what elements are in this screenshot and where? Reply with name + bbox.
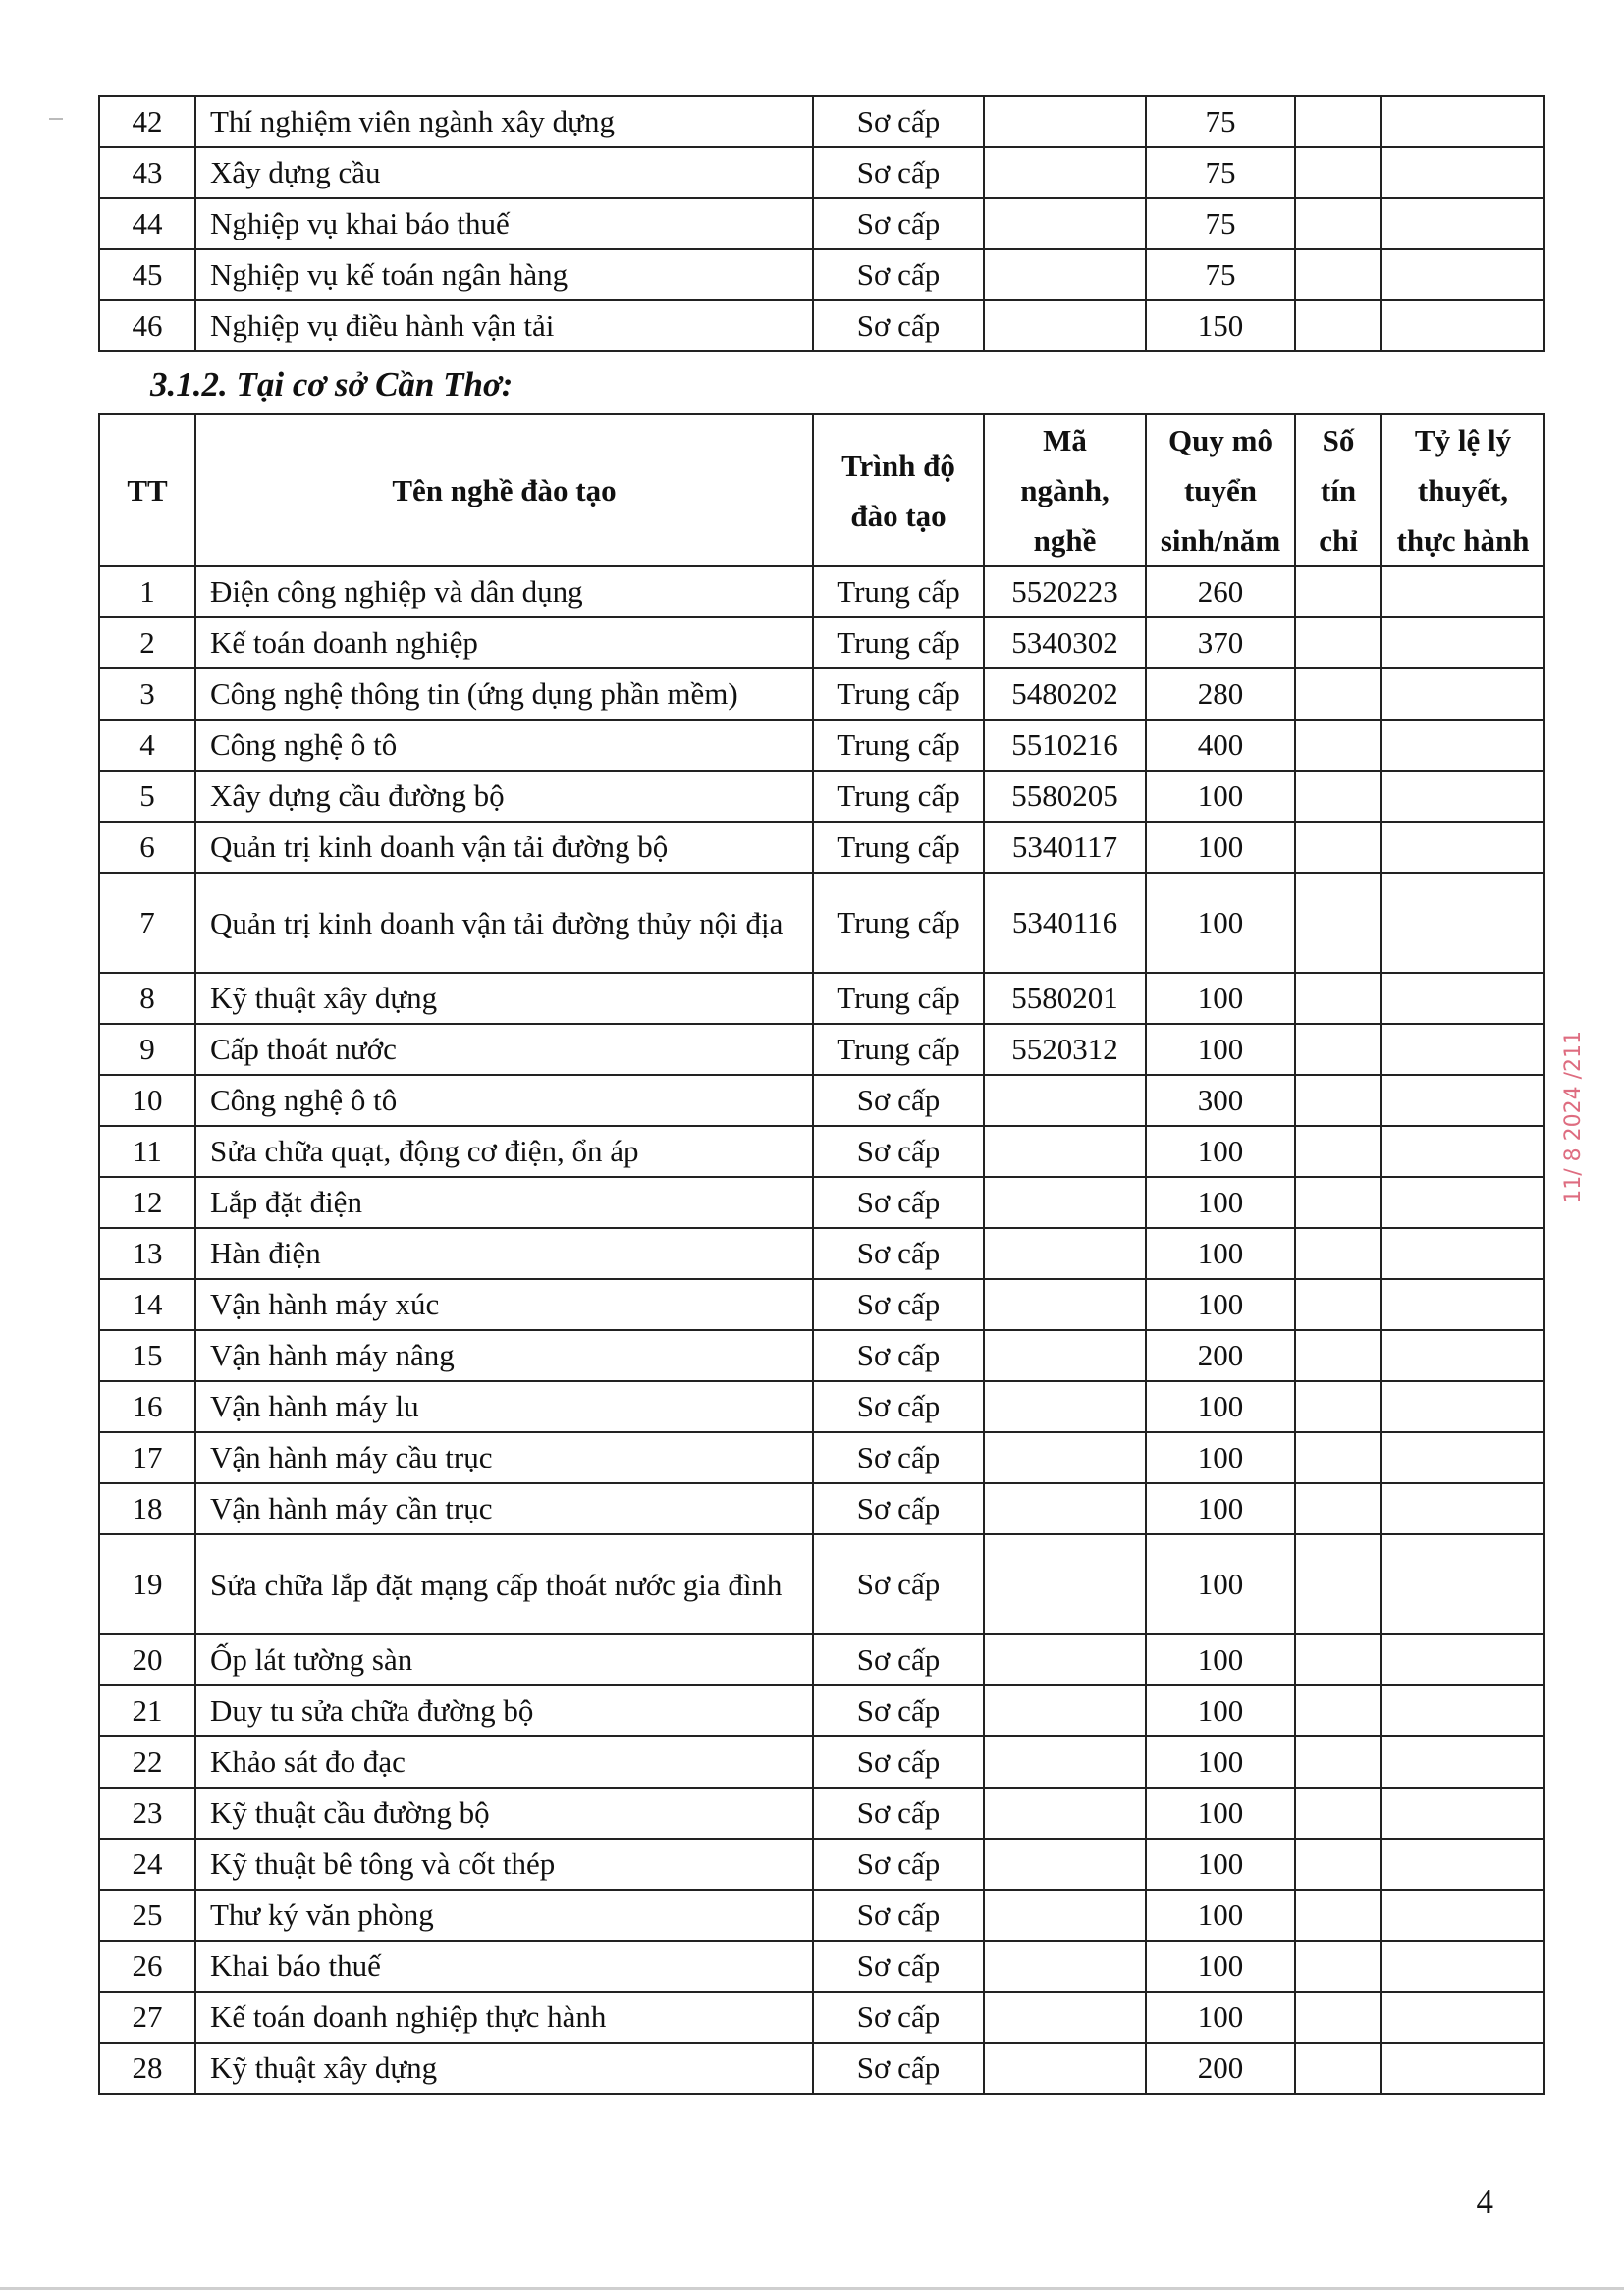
cell-ratio	[1381, 198, 1544, 249]
cell-tt: 17	[99, 1432, 195, 1483]
cell-code	[984, 1941, 1146, 1992]
cell-ratio	[1381, 1839, 1544, 1890]
table-row	[99, 300, 1544, 351]
cell-level: Sơ cấp	[813, 198, 984, 249]
header-credits: Số tín chỉ	[1295, 414, 1381, 566]
cell-quota: 100	[1146, 1534, 1295, 1634]
cell-code: 5510216	[984, 720, 1146, 771]
cell-code: 5480202	[984, 668, 1146, 720]
cell-tt: 12	[99, 1177, 195, 1228]
table-row	[99, 1126, 1544, 1177]
cell-level: Sơ cấp	[813, 1634, 984, 1685]
cell-code	[984, 1381, 1146, 1432]
cell-quota: 100	[1146, 1381, 1295, 1432]
cell-ratio	[1381, 668, 1544, 720]
cell-level: Sơ cấp	[813, 1330, 984, 1381]
cell-tt: 1	[99, 566, 195, 617]
cell-credits	[1295, 1992, 1381, 2043]
cell-quota: 100	[1146, 1279, 1295, 1330]
header-quota: Quy mô tuyển sinh/năm	[1146, 414, 1295, 566]
cell-credits	[1295, 822, 1381, 873]
cell-name: Kế toán doanh nghiệp	[195, 617, 813, 668]
cell-quota: 100	[1146, 1228, 1295, 1279]
cell-name: Vận hành máy nâng	[195, 1330, 813, 1381]
cell-tt: 10	[99, 1075, 195, 1126]
table-row	[99, 1634, 1544, 1685]
cell-code	[984, 1534, 1146, 1634]
cell-ratio	[1381, 1992, 1544, 2043]
cell-level: Trung cấp	[813, 617, 984, 668]
cell-tt: 4	[99, 720, 195, 771]
cell-name: Kỹ thuật xây dựng	[195, 973, 813, 1024]
cell-name: Vận hành máy xúc	[195, 1279, 813, 1330]
cell-code	[984, 249, 1146, 300]
cell-level: Sơ cấp	[813, 1534, 984, 1634]
cell-level: Sơ cấp	[813, 1736, 984, 1788]
cell-code	[984, 1634, 1146, 1685]
cell-quota: 100	[1146, 1432, 1295, 1483]
cell-name: Xây dựng cầu đường bộ	[195, 771, 813, 822]
can-tho-programs-table	[98, 413, 1545, 2095]
cell-code: 5340302	[984, 617, 1146, 668]
cell-level: Trung cấp	[813, 873, 984, 973]
cell-quota: 150	[1146, 300, 1295, 351]
cell-name: Khai báo thuế	[195, 1941, 813, 1992]
cell-name: Kỹ thuật bê tông và cốt thép	[195, 1839, 813, 1890]
cell-credits	[1295, 1381, 1381, 1432]
table-row	[99, 1839, 1544, 1890]
margin-stamp	[1559, 1031, 1589, 1335]
table-row	[99, 1890, 1544, 1941]
cell-ratio	[1381, 771, 1544, 822]
cell-tt: 24	[99, 1839, 195, 1890]
cell-name: Hàn điện	[195, 1228, 813, 1279]
cell-code	[984, 2043, 1146, 2094]
cell-quota: 100	[1146, 1126, 1295, 1177]
cell-quota: 200	[1146, 2043, 1295, 2094]
cell-credits	[1295, 1534, 1381, 1634]
cell-level: Trung cấp	[813, 566, 984, 617]
cell-ratio	[1381, 1634, 1544, 1685]
cell-name: Vận hành máy lu	[195, 1381, 813, 1432]
cell-name: Quản trị kinh doanh vận tải đường bộ	[195, 822, 813, 873]
cell-level: Sơ cấp	[813, 1177, 984, 1228]
margin-stamp-text: 11/ 8 2024 /211	[1561, 1031, 1586, 1203]
cell-credits	[1295, 720, 1381, 771]
cell-code	[984, 1483, 1146, 1534]
cell-ratio	[1381, 147, 1544, 198]
cell-ratio	[1381, 617, 1544, 668]
cell-tt: 11	[99, 1126, 195, 1177]
cell-credits	[1295, 1330, 1381, 1381]
cell-code	[984, 1736, 1146, 1788]
cell-tt: 7	[99, 873, 195, 973]
cell-level: Sơ cấp	[813, 1890, 984, 1941]
cell-ratio	[1381, 1432, 1544, 1483]
cell-credits	[1295, 1126, 1381, 1177]
cell-quota: 75	[1146, 198, 1295, 249]
cell-tt: 26	[99, 1941, 195, 1992]
cell-name: Điện công nghiệp và dân dụng	[195, 566, 813, 617]
cell-tt: 9	[99, 1024, 195, 1075]
cell-ratio	[1381, 1788, 1544, 1839]
table-row	[99, 1381, 1544, 1432]
cell-tt: 27	[99, 1992, 195, 2043]
cell-credits	[1295, 617, 1381, 668]
cell-credits	[1295, 1075, 1381, 1126]
cell-tt: 19	[99, 1534, 195, 1634]
cell-level: Sơ cấp	[813, 1483, 984, 1534]
table-row	[99, 1736, 1544, 1788]
continued-table-body	[99, 96, 1544, 351]
cell-code: 5340116	[984, 873, 1146, 973]
header-row	[99, 414, 1544, 566]
table-row	[99, 1075, 1544, 1126]
cell-ratio	[1381, 1381, 1544, 1432]
table-row	[99, 1992, 1544, 2043]
cell-name: Sửa chữa quạt, động cơ điện, ổn áp	[195, 1126, 813, 1177]
cell-quota: 280	[1146, 668, 1295, 720]
cell-quota: 75	[1146, 96, 1295, 147]
continued-table	[98, 95, 1545, 352]
cell-ratio	[1381, 1279, 1544, 1330]
cell-name: Duy tu sửa chữa đường bộ	[195, 1685, 813, 1736]
cell-level: Sơ cấp	[813, 1685, 984, 1736]
cell-credits	[1295, 668, 1381, 720]
cell-code: 5580205	[984, 771, 1146, 822]
cell-level: Sơ cấp	[813, 1381, 984, 1432]
cell-tt: 43	[99, 147, 195, 198]
table-row	[99, 873, 1544, 973]
table-row	[99, 566, 1544, 617]
table-row	[99, 1024, 1544, 1075]
cell-ratio	[1381, 1330, 1544, 1381]
cell-code	[984, 1126, 1146, 1177]
cell-quota: 300	[1146, 1075, 1295, 1126]
cell-tt: 25	[99, 1890, 195, 1941]
cell-code	[984, 1228, 1146, 1279]
can-tho-table-body	[99, 566, 1544, 2094]
cell-name: Ốp lát tường sàn	[195, 1634, 813, 1685]
cell-credits	[1295, 1228, 1381, 1279]
table-row	[99, 668, 1544, 720]
cell-quota: 100	[1146, 1177, 1295, 1228]
cell-quota: 400	[1146, 720, 1295, 771]
cell-tt: 21	[99, 1685, 195, 1736]
header-code: Mã ngành, nghề	[984, 414, 1146, 566]
table-row	[99, 1330, 1544, 1381]
cell-credits	[1295, 300, 1381, 351]
cell-tt: 15	[99, 1330, 195, 1381]
cell-ratio	[1381, 1177, 1544, 1228]
cell-quota: 100	[1146, 1685, 1295, 1736]
cell-code: 5520312	[984, 1024, 1146, 1075]
table-row	[99, 2043, 1544, 2094]
cell-tt: 13	[99, 1228, 195, 1279]
margin-dash	[49, 118, 63, 120]
cell-ratio	[1381, 1075, 1544, 1126]
table-row	[99, 1177, 1544, 1228]
cell-name: Vận hành máy cầu trục	[195, 1432, 813, 1483]
table-row	[99, 96, 1544, 147]
cell-code	[984, 1839, 1146, 1890]
cell-tt: 8	[99, 973, 195, 1024]
cell-credits	[1295, 1839, 1381, 1890]
cell-quota: 200	[1146, 1330, 1295, 1381]
table-row	[99, 1788, 1544, 1839]
cell-level: Sơ cấp	[813, 147, 984, 198]
cell-code	[984, 1890, 1146, 1941]
cell-name: Lắp đặt điện	[195, 1177, 813, 1228]
cell-code	[984, 1177, 1146, 1228]
cell-level: Trung cấp	[813, 668, 984, 720]
table-row	[99, 720, 1544, 771]
cell-name: Thí nghiệm viên ngành xây dựng	[195, 96, 813, 147]
cell-name: Kỹ thuật cầu đường bộ	[195, 1788, 813, 1839]
cell-tt: 5	[99, 771, 195, 822]
cell-quota: 260	[1146, 566, 1295, 617]
cell-ratio	[1381, 1685, 1544, 1736]
table-row	[99, 1534, 1544, 1634]
cell-name: Nghiệp vụ kế toán ngân hàng	[195, 249, 813, 300]
cell-credits	[1295, 771, 1381, 822]
cell-code	[984, 198, 1146, 249]
cell-ratio	[1381, 973, 1544, 1024]
cell-tt: 18	[99, 1483, 195, 1534]
cell-ratio	[1381, 1534, 1544, 1634]
cell-credits	[1295, 147, 1381, 198]
cell-credits	[1295, 1483, 1381, 1534]
cell-tt: 23	[99, 1788, 195, 1839]
cell-ratio	[1381, 1890, 1544, 1941]
cell-credits	[1295, 1941, 1381, 1992]
cell-code: 5340117	[984, 822, 1146, 873]
cell-ratio	[1381, 1024, 1544, 1075]
cell-quota: 100	[1146, 1839, 1295, 1890]
header-ratio: Tỷ lệ lý thuyết, thực hành	[1381, 414, 1544, 566]
cell-tt: 28	[99, 2043, 195, 2094]
cell-name: Kế toán doanh nghiệp thực hành	[195, 1992, 813, 2043]
table-row	[99, 617, 1544, 668]
cell-quota: 100	[1146, 1992, 1295, 2043]
cell-credits	[1295, 1788, 1381, 1839]
cell-level: Trung cấp	[813, 1024, 984, 1075]
cell-ratio	[1381, 249, 1544, 300]
cell-level: Sơ cấp	[813, 1992, 984, 2043]
cell-tt: 6	[99, 822, 195, 873]
cell-tt: 44	[99, 198, 195, 249]
cell-tt: 46	[99, 300, 195, 351]
cell-credits	[1295, 1634, 1381, 1685]
cell-ratio	[1381, 300, 1544, 351]
cell-name: Quản trị kinh doanh vận tải đường thủy nội địa	[195, 873, 813, 973]
cell-name: Xây dựng cầu	[195, 147, 813, 198]
cell-ratio	[1381, 1941, 1544, 1992]
cell-code: 5520223	[984, 566, 1146, 617]
cell-quota: 100	[1146, 1024, 1295, 1075]
cell-level: Sơ cấp	[813, 1839, 984, 1890]
cell-quota: 100	[1146, 1890, 1295, 1941]
cell-tt: 45	[99, 249, 195, 300]
cell-quota: 100	[1146, 1941, 1295, 1992]
cell-credits	[1295, 2043, 1381, 2094]
cell-name: Công nghệ thông tin (ứng dụng phần mềm)	[195, 668, 813, 720]
cell-tt: 2	[99, 617, 195, 668]
cell-name: Thư ký văn phòng	[195, 1890, 813, 1941]
cell-level: Trung cấp	[813, 720, 984, 771]
table-row	[99, 1432, 1544, 1483]
cell-name: Cấp thoát nước	[195, 1024, 813, 1075]
cell-ratio	[1381, 2043, 1544, 2094]
cell-level: Sơ cấp	[813, 1126, 984, 1177]
cell-ratio	[1381, 96, 1544, 147]
cell-credits	[1295, 249, 1381, 300]
cell-credits	[1295, 873, 1381, 973]
table-row	[99, 198, 1544, 249]
cell-code	[984, 1788, 1146, 1839]
cell-level: Sơ cấp	[813, 249, 984, 300]
cell-level: Trung cấp	[813, 771, 984, 822]
cell-ratio	[1381, 566, 1544, 617]
cell-quota: 100	[1146, 873, 1295, 973]
cell-name: Sửa chữa lắp đặt mạng cấp thoát nước gia đình	[195, 1534, 813, 1634]
scan-edge	[0, 2287, 1624, 2290]
cell-level: Sơ cấp	[813, 300, 984, 351]
cell-credits	[1295, 1736, 1381, 1788]
cell-code	[984, 96, 1146, 147]
table-row	[99, 822, 1544, 873]
cell-name: Công nghệ ô tô	[195, 1075, 813, 1126]
cell-quota: 100	[1146, 1483, 1295, 1534]
cell-code	[984, 1992, 1146, 2043]
cell-level: Trung cấp	[813, 973, 984, 1024]
cell-tt: 16	[99, 1381, 195, 1432]
cell-ratio	[1381, 1126, 1544, 1177]
cell-tt: 3	[99, 668, 195, 720]
table-row	[99, 147, 1544, 198]
page-number: 4	[1476, 2182, 1493, 2220]
cell-level: Sơ cấp	[813, 1279, 984, 1330]
table-row	[99, 1279, 1544, 1330]
cell-credits	[1295, 1177, 1381, 1228]
cell-quota: 370	[1146, 617, 1295, 668]
cell-credits	[1295, 973, 1381, 1024]
cell-quota: 100	[1146, 1788, 1295, 1839]
cell-tt: 20	[99, 1634, 195, 1685]
cell-code	[984, 1279, 1146, 1330]
cell-level: Sơ cấp	[813, 1228, 984, 1279]
cell-level: Sơ cấp	[813, 1075, 984, 1126]
table-row	[99, 1483, 1544, 1534]
header-level: Trình độ đào tạo	[813, 414, 984, 566]
cell-quota: 100	[1146, 973, 1295, 1024]
cell-credits	[1295, 1432, 1381, 1483]
header-name: Tên nghề đào tạo	[195, 414, 813, 566]
cell-name: Nghiệp vụ khai báo thuế	[195, 198, 813, 249]
cell-code: 5580201	[984, 973, 1146, 1024]
cell-quota: 100	[1146, 771, 1295, 822]
cell-quota: 100	[1146, 822, 1295, 873]
cell-name: Khảo sát đo đạc	[195, 1736, 813, 1788]
cell-credits	[1295, 96, 1381, 147]
table-row	[99, 249, 1544, 300]
cell-tt: 42	[99, 96, 195, 147]
cell-level: Sơ cấp	[813, 1432, 984, 1483]
cell-ratio	[1381, 873, 1544, 973]
cell-ratio	[1381, 1483, 1544, 1534]
cell-level: Sơ cấp	[813, 1941, 984, 1992]
cell-name: Vận hành máy cần trục	[195, 1483, 813, 1534]
table-row	[99, 1228, 1544, 1279]
cell-ratio	[1381, 1228, 1544, 1279]
cell-level: Trung cấp	[813, 822, 984, 873]
cell-credits	[1295, 1890, 1381, 1941]
cell-code	[984, 1330, 1146, 1381]
cell-credits	[1295, 198, 1381, 249]
cell-code	[984, 300, 1146, 351]
cell-credits	[1295, 1024, 1381, 1075]
table-row	[99, 771, 1544, 822]
cell-tt: 14	[99, 1279, 195, 1330]
cell-name: Nghiệp vụ điều hành vận tải	[195, 300, 813, 351]
cell-level: Sơ cấp	[813, 96, 984, 147]
cell-tt: 22	[99, 1736, 195, 1788]
cell-level: Sơ cấp	[813, 1788, 984, 1839]
cell-quota: 75	[1146, 147, 1295, 198]
cell-level: Sơ cấp	[813, 2043, 984, 2094]
cell-code	[984, 1432, 1146, 1483]
table-row	[99, 1685, 1544, 1736]
cell-quota: 100	[1146, 1634, 1295, 1685]
cell-ratio	[1381, 1736, 1544, 1788]
cell-code	[984, 1685, 1146, 1736]
cell-quota: 100	[1146, 1736, 1295, 1788]
table-row	[99, 1941, 1544, 1992]
cell-ratio	[1381, 720, 1544, 771]
cell-name: Công nghệ ô tô	[195, 720, 813, 771]
cell-code	[984, 1075, 1146, 1126]
table-row	[99, 973, 1544, 1024]
cell-code	[984, 147, 1146, 198]
cell-ratio	[1381, 822, 1544, 873]
cell-name: Kỹ thuật xây dựng	[195, 2043, 813, 2094]
header-tt: TT	[99, 414, 195, 566]
section-title: 3.1.2. Tại cơ sở Cần Thơ:	[150, 365, 514, 403]
cell-credits	[1295, 566, 1381, 617]
cell-credits	[1295, 1685, 1381, 1736]
cell-quota: 75	[1146, 249, 1295, 300]
cell-credits	[1295, 1279, 1381, 1330]
